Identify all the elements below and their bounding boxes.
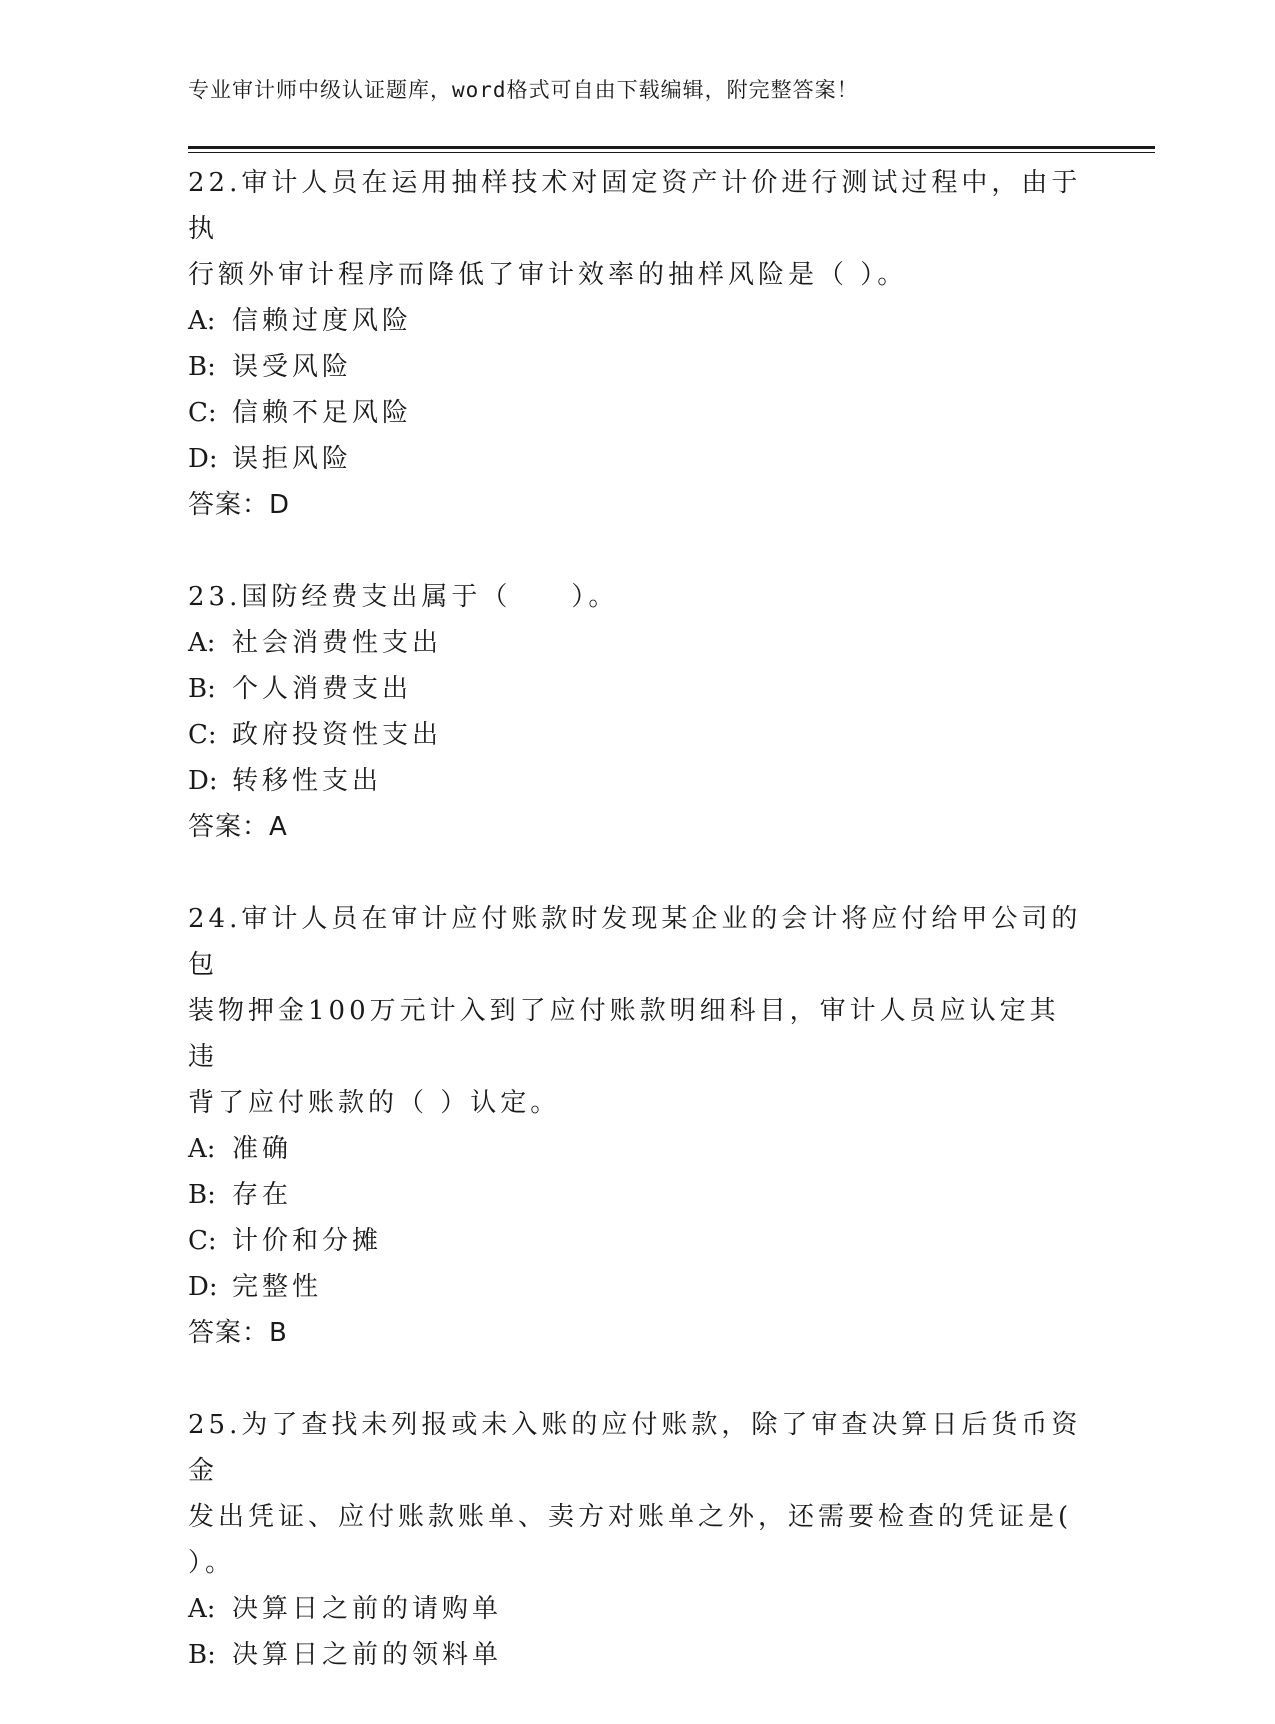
answer: 答案：A [188,812,288,842]
option-a [188,620,1088,666]
option-b [188,1632,1088,1678]
option-text: 社会消费性支出 [232,628,443,658]
option-letter: B: [188,674,216,704]
option-letter: B: [188,352,216,382]
page-header: 专业审计师中级认证题库，word格式可自由下载编辑，附完整答案！ [188,78,859,102]
option-c [188,712,1088,758]
option-c [188,390,1088,436]
answer: 答案：B [188,1318,288,1348]
option-d [188,436,1088,482]
header-divider-thick [188,146,1155,149]
question-text-line: ）。 [188,1548,236,1578]
option-letter: B: [188,1640,216,1670]
option-text: 信赖过度风险 [232,306,413,336]
question-text-line: 23.国防经费支出属于（ ）。 [188,582,619,612]
option-text: 政府投资性支出 [232,720,443,750]
option-text: 转移性支出 [232,766,383,796]
option-letter: D: [188,1272,218,1302]
question-22 [188,160,1088,528]
question-text-line: 25.为了查找未列报或未入账的应付账款，除了审查决算日后货币资金 [188,1410,1082,1486]
option-letter: D: [188,444,218,474]
option-letter: A: [188,1134,216,1164]
header-divider-thin [188,152,1155,153]
question-23 [188,574,1088,850]
question-text-line: 24.审计人员在审计应付账款时发现某企业的会计将应付给甲公司的包 [188,904,1082,980]
option-text: 误受风险 [232,352,353,382]
question-24 [188,896,1088,1356]
option-text: 准确 [232,1134,293,1164]
option-b [188,344,1088,390]
option-letter: D: [188,766,218,796]
option-letter: A: [188,306,216,336]
option-a [188,1586,1088,1632]
option-text: 信赖不足风险 [232,398,413,428]
option-a [188,298,1088,344]
option-text: 误拒风险 [232,444,353,474]
option-text: 决算日之前的领料单 [232,1640,503,1670]
option-letter: A: [188,628,216,658]
question-text-line: 行额外审计程序而降低了审计效率的抽样风险是（ ）。 [188,260,908,290]
question-text-line: 背了应付账款的（ ）认定。 [188,1088,561,1118]
option-d [188,758,1088,804]
option-text: 存在 [232,1180,293,1210]
option-b [188,666,1088,712]
option-text: 个人消费支出 [232,674,413,704]
option-letter: B: [188,1180,216,1210]
question-25 [188,1402,1088,1678]
option-letter: C: [188,720,217,750]
option-c [188,1218,1088,1264]
option-d [188,1264,1088,1310]
question-text-line: 装物押金100万元计入到了应付账款明细科目，审计人员应认定其违 [188,996,1060,1072]
answer: 答案：D [188,490,291,520]
question-text-line: 发出凭证、应付账款账单、卖方对账单之外，还需要检查的凭证是( [188,1502,1073,1532]
question-list [188,160,1088,1724]
option-text: 决算日之前的请购单 [232,1594,503,1624]
question-text-line: 22.审计人员在运用抽样技术对固定资产计价进行测试过程中，由于执 [188,168,1082,244]
option-text: 完整性 [232,1272,323,1302]
option-b [188,1172,1088,1218]
option-letter: C: [188,1226,217,1256]
option-letter: C: [188,398,217,428]
option-text: 计价和分摊 [232,1226,383,1256]
option-a [188,1126,1088,1172]
option-letter: A: [188,1594,216,1624]
